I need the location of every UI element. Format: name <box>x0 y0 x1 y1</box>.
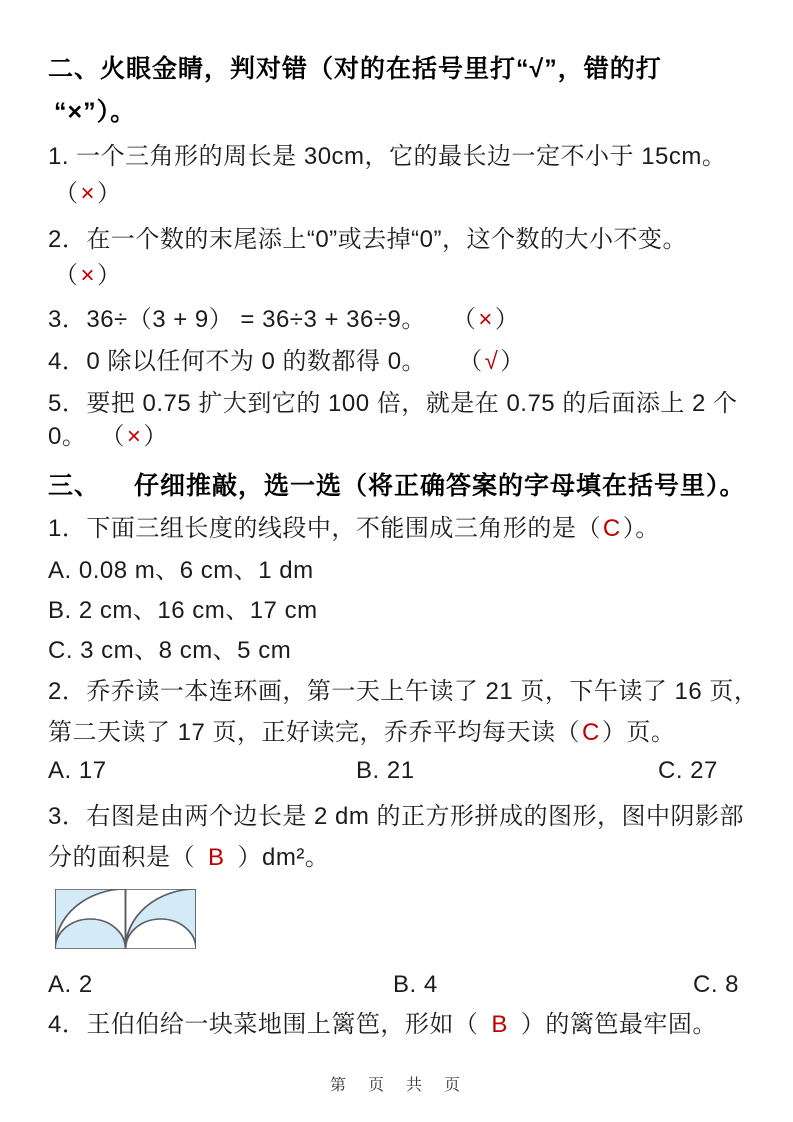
paren-open: （ <box>453 1011 479 1038</box>
s3-q4-line <box>48 1005 717 1045</box>
section3-heading <box>48 466 746 506</box>
paren-close: ） <box>520 1011 546 1038</box>
paren-close: ） <box>97 180 122 207</box>
s3-q1-option-c: C. 3 cm、8 cm、5 cm <box>48 637 292 664</box>
paren-open: （ <box>54 180 79 207</box>
answer-mark <box>458 348 525 375</box>
paren-close: ） <box>601 719 627 746</box>
paren-close: ） <box>494 306 520 333</box>
paren-open: （ <box>458 348 483 375</box>
section2-heading-line1: 二、火眼金睛，判对错（对的在括号里打“√”，错的打 <box>48 55 662 83</box>
s3-q4-text-before: 4．王伯伯给一块菜地围上篱笆，形如 <box>48 1011 454 1038</box>
answer-symbol: × <box>126 423 142 450</box>
answer-symbol: × <box>80 180 96 207</box>
shaded-squares-figure <box>55 889 196 954</box>
answer-symbol: × <box>478 306 493 333</box>
answer-mark <box>454 1011 546 1038</box>
s3-q1-text-before: 1．下面三组长度的线段中，不能围成三角形的是 <box>48 515 577 542</box>
s3-q3-option-b: B. 4 <box>393 971 438 998</box>
s3-q2-line1: 2．乔乔读一本连环画，第一天上午读了 21 页，下午读了 16 页， <box>48 678 759 705</box>
answer-mark <box>452 306 520 333</box>
s2-q1-answer <box>54 174 122 214</box>
s3-q3-option-a: A. 2 <box>48 971 93 998</box>
s3-q2-line2-before: 第二天读了 17 页，正好读完，乔乔平均每天读 <box>48 719 556 746</box>
section3-heading-num: 三、 <box>48 472 101 500</box>
s3-q3-line2-before: 分的面积是 <box>48 844 171 871</box>
paren-close: ） <box>237 844 263 871</box>
answer-mark <box>576 515 635 542</box>
paren-open: （ <box>555 719 581 746</box>
answer-mark <box>171 844 263 871</box>
s2-q4-line <box>48 342 525 382</box>
s2-q5-line2 <box>48 417 168 457</box>
paren-close: ） <box>500 348 525 375</box>
s3-q4-text-after: 的篱笆最牢固。 <box>545 1011 717 1038</box>
section3-heading-text: 仔细推敲，选一选（将正确答案的字母填在括号里）。 <box>134 472 746 500</box>
paren-open: （ <box>170 844 195 871</box>
s2-q2-text: 2．在一个数的末尾添上“0”或去掉“0”，这个数的大小不变。 <box>48 226 688 253</box>
s3-q2-option-b: B. 21 <box>356 757 415 784</box>
s2-q1-text: 1. 一个三角形的周长是 30cm，它的最长边一定不小于 15cm。 <box>48 143 727 170</box>
s3-q2-line2 <box>48 713 675 753</box>
s2-q3-text: 3．36÷（3 + 9） = 36÷3 + 36÷9。 <box>48 306 426 333</box>
s3-q3-line2-after: dm²。 <box>262 844 330 871</box>
answer-mark <box>54 180 122 207</box>
answer-letter: B <box>208 844 225 871</box>
paren-open: （ <box>100 423 125 450</box>
s3-q3-line2 <box>48 838 329 878</box>
s2-q5-line1: 5．要把 0.75 扩大到它的 100 倍，就是在 0.75 的后面添上 2 个 <box>48 390 738 417</box>
s2-q3-line <box>48 300 519 340</box>
s3-q1-line <box>48 509 660 549</box>
left-square-semicircle-shade <box>55 919 126 949</box>
paren-close: ） <box>143 423 168 450</box>
paren-open: （ <box>576 515 601 542</box>
paren-open: （ <box>54 262 79 289</box>
s3-q2-option-c: C. 27 <box>658 757 718 784</box>
s3-q1-option-a: A. 0.08 m、6 cm、1 dm <box>48 557 314 584</box>
answer-mark <box>54 262 122 289</box>
answer-symbol: × <box>80 262 96 289</box>
s2-q2-answer <box>54 256 122 296</box>
answer-symbol: √ <box>484 348 499 375</box>
s3-q3-option-c: C. 8 <box>693 971 740 998</box>
s2-q5-line2-prefix: 0。 <box>48 423 87 450</box>
s2-q4-text: 4．0 除以任何不为 0 的数都得 0。 <box>48 348 427 375</box>
s3-q1-option-b: B. 2 cm、16 cm、17 cm <box>48 597 318 624</box>
paren-open: （ <box>451 306 477 333</box>
answer-mark <box>556 719 627 746</box>
shaded-squares-svg <box>55 889 196 949</box>
s3-q2-option-a: A. 17 <box>48 757 107 784</box>
answer-letter: B <box>491 1011 508 1038</box>
s3-q2-line2-after: 页。 <box>626 719 676 746</box>
answer-letter: C <box>582 719 600 746</box>
page-footer: 第 页 共 页 <box>329 1077 463 1094</box>
paren-close: ） <box>97 262 122 289</box>
answer-letter: C <box>602 515 621 542</box>
paren-close: ） <box>622 515 636 542</box>
s3-q1-text-after: 。 <box>635 515 660 542</box>
answer-mark <box>100 423 168 450</box>
s3-q3-line1: 3．右图是由两个边长是 2 dm 的正方形拼成的图形，图中阴影部 <box>48 803 745 830</box>
section2-heading-line2: “×”）。 <box>54 98 137 126</box>
